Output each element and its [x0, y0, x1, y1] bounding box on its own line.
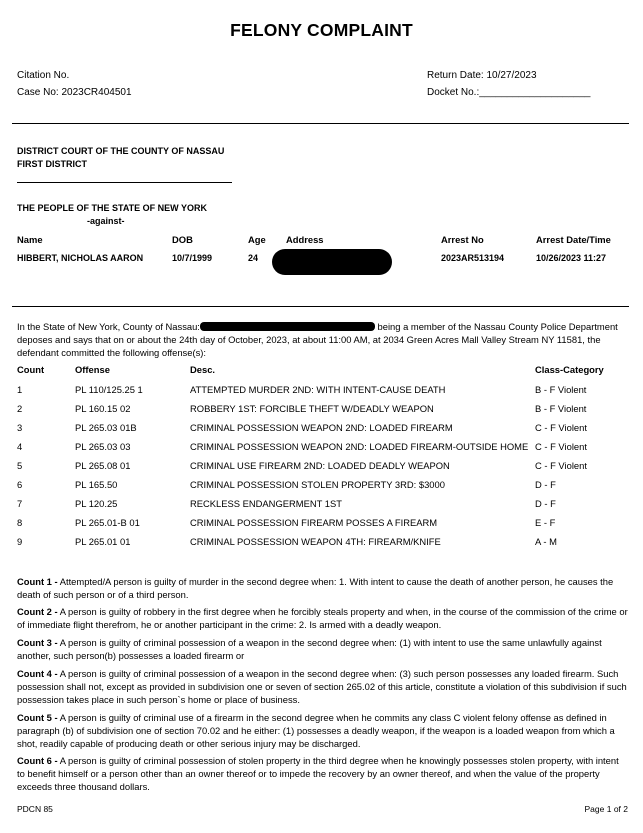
offense-desc: ATTEMPTED MURDER 2ND: WITH INTENT-CAUSE DEATH — [190, 384, 446, 395]
col-count: Count — [17, 364, 45, 375]
offense-count: 8 — [17, 517, 23, 528]
table-row — [0, 517, 643, 536]
offense-code: PL 110/125.25 1 — [75, 384, 143, 395]
offense-count: 2 — [17, 403, 23, 414]
court-name: DISTRICT COURT OF THE COUNTY OF NASSAU — [17, 146, 225, 156]
defendant-dob: 10/7/1999 — [172, 253, 213, 263]
col-class: Class-Category — [535, 364, 604, 375]
table-row — [0, 403, 643, 422]
offense-code: PL 265.03 03 — [75, 441, 131, 452]
count-text: A person is guilty of criminal use of a firearm in the second degree when he commits any class C violent felony offense as defined in paragraph (b) of subdivision one of section 70.02 and he either: (1) possesses a deadly weapon, if the weapon is a loaded weapon from which a shot, readily capable of producing death or other serious injury may be discharged. — [17, 712, 615, 750]
offense-code: PL 265.01 01 — [75, 536, 131, 547]
against-line: -against- — [87, 216, 125, 226]
header-age: Age — [248, 234, 266, 245]
count-label: Count 2 - — [17, 606, 58, 617]
table-row — [0, 536, 643, 555]
offense-code: PL 120.25 — [75, 498, 118, 509]
count-label: Count 6 - — [17, 755, 58, 766]
header-name: Name — [17, 234, 43, 245]
offense-desc: RECKLESS ENDANGERMENT 1ST — [190, 498, 342, 509]
officer-redaction — [200, 322, 375, 331]
people-line: THE PEOPLE OF THE STATE OF NEW YORK — [17, 203, 208, 213]
offense-class: B - F Violent — [535, 384, 587, 395]
offense-count: 7 — [17, 498, 23, 509]
header-address: Address — [286, 234, 324, 245]
count-text: A person is guilty of criminal possession of stolen property in the third degree when he knowingly possesses stolen property, with intent to benefit himself or a person other than an owner thereof or to impede the recovery by an owner thereof, and when the value of the property exceeds three thousand dollars. — [17, 755, 619, 793]
count-text: A person is guilty of criminal possession of a weapon in the second degree when: (3) such person possesses any loaded firearm. Such possession shall not, except as provided in subdivision one or seven of section 265.02 of this article, constitute a violation of this subdivision if such possession takes place in such person`s home or place of business. — [17, 668, 627, 706]
offense-desc: CRIMINAL POSSESSION WEAPON 4TH: FIREARM/KNIFE — [190, 536, 441, 547]
offense-desc: CRIMINAL POSSESSION FIREARM POSSES A FIREARM — [190, 517, 438, 528]
offense-count: 4 — [17, 441, 23, 452]
table-row — [0, 384, 643, 403]
offense-count: 1 — [17, 384, 23, 395]
return-date: Return Date: 10/27/2023 — [427, 70, 537, 81]
count-description — [17, 667, 629, 707]
offense-class: E - F — [535, 517, 556, 528]
header-divider — [12, 123, 629, 124]
table-row — [0, 441, 643, 460]
address-redaction — [272, 249, 392, 275]
offense-desc: ROBBERY 1ST: FORCIBLE THEFT W/DEADLY WEAPON — [190, 403, 434, 414]
count-label: Count 5 - — [17, 712, 58, 723]
count-description — [17, 575, 629, 601]
offense-class: D - F — [535, 479, 556, 490]
docket-number: Docket No.:____________________ — [427, 87, 591, 98]
offense-class: C - F Violent — [535, 441, 587, 452]
table-row — [0, 498, 643, 517]
case-number: Case No: 2023CR404501 — [17, 87, 132, 98]
arrest-datetime: 10/26/2023 11:27 — [536, 253, 607, 263]
table-row — [0, 460, 643, 479]
offense-code: PL 165.50 — [75, 479, 118, 490]
col-offense: Offense — [75, 364, 110, 375]
header-arrest-datetime: Arrest Date/Time — [536, 234, 611, 245]
count-description — [17, 754, 629, 794]
offense-count: 6 — [17, 479, 23, 490]
arrest-number: 2023AR513194 — [441, 253, 505, 263]
offense-count: 9 — [17, 536, 23, 547]
form-number: PDCN 85 — [17, 804, 53, 814]
offense-class: A - M — [535, 536, 557, 547]
col-desc: Desc. — [190, 364, 216, 375]
offense-table-header — [0, 364, 643, 383]
offense-code: PL 265.03 01B — [75, 422, 137, 433]
page-number: Page 1 of 2 — [584, 804, 628, 814]
citation-label: Citation No. — [17, 70, 70, 81]
offense-desc: CRIMINAL POSSESSION STOLEN PROPERTY 3RD: $3000 — [190, 479, 445, 490]
count-description — [17, 636, 629, 662]
offense-code: PL 265.01-B 01 — [75, 517, 140, 528]
header-dob: DOB — [172, 234, 193, 245]
court-underline — [17, 182, 232, 183]
offense-class: C - F Violent — [535, 422, 587, 433]
defendant-name: HIBBERT, NICHOLAS AARON — [17, 253, 144, 263]
court-district: FIRST DISTRICT — [17, 159, 87, 169]
count-text: Attempted/A person is guilty of murder in the second degree when: 1. With intent to cause the death of another person, he causes the death of such person or of a third person. — [17, 576, 614, 601]
document-title: FELONY COMPLAINT — [230, 20, 413, 40]
header-arrest-no: Arrest No — [441, 234, 484, 245]
count-label: Count 3 - — [17, 637, 58, 648]
offense-code: PL 265.08 01 — [75, 460, 131, 471]
table-row — [0, 422, 643, 441]
table-row — [0, 479, 643, 498]
count-label: Count 4 - — [17, 668, 58, 679]
offense-count: 5 — [17, 460, 23, 471]
offense-class: D - F — [535, 498, 556, 509]
offense-code: PL 160.15 02 — [75, 403, 131, 414]
intro-paragraph — [17, 320, 629, 360]
offense-desc: CRIMINAL POSSESSION WEAPON 2ND: LOADED FIREARM-OUTSIDE HOME — [190, 441, 529, 452]
offense-class: B - F Violent — [535, 403, 587, 414]
count-text: A person is guilty of robbery in the first degree when he forcibly steals property and when, in the course of the commission of the crime or of immediate flight therefrom, he or another participant in the crime: 2. Is armed with a deadly weapon. — [17, 606, 628, 631]
offense-desc: CRIMINAL USE FIREARM 2ND: LOADED DEADLY WEAPON — [190, 460, 450, 471]
offense-count: 3 — [17, 422, 23, 433]
count-label: Count 1 - — [17, 576, 58, 587]
count-text: A person is guilty of criminal possession of a weapon in the second degree when: (1) with intent to use the same unlawfully against another, such person(b) possesses a loaded firearm or — [17, 637, 602, 662]
count-description — [17, 711, 629, 751]
offense-class: C - F Violent — [535, 460, 587, 471]
defendant-divider — [12, 306, 629, 307]
offense-desc: CRIMINAL POSSESSION WEAPON 2ND: LOADED FIREARM — [190, 422, 453, 433]
count-description — [17, 605, 629, 631]
defendant-age: 24 — [248, 253, 259, 263]
intro-part2: being a member of the Nassau County Police Department deposes and says that on or about the 24th day of October, 2023, at about 11:00 AM, at 2034 Green Acres Mall Valley Stream NY 11581, the defendant committed the following offense(s): — [17, 321, 618, 359]
intro-part1: In the State of New York, County of Nassau: — [17, 321, 200, 332]
